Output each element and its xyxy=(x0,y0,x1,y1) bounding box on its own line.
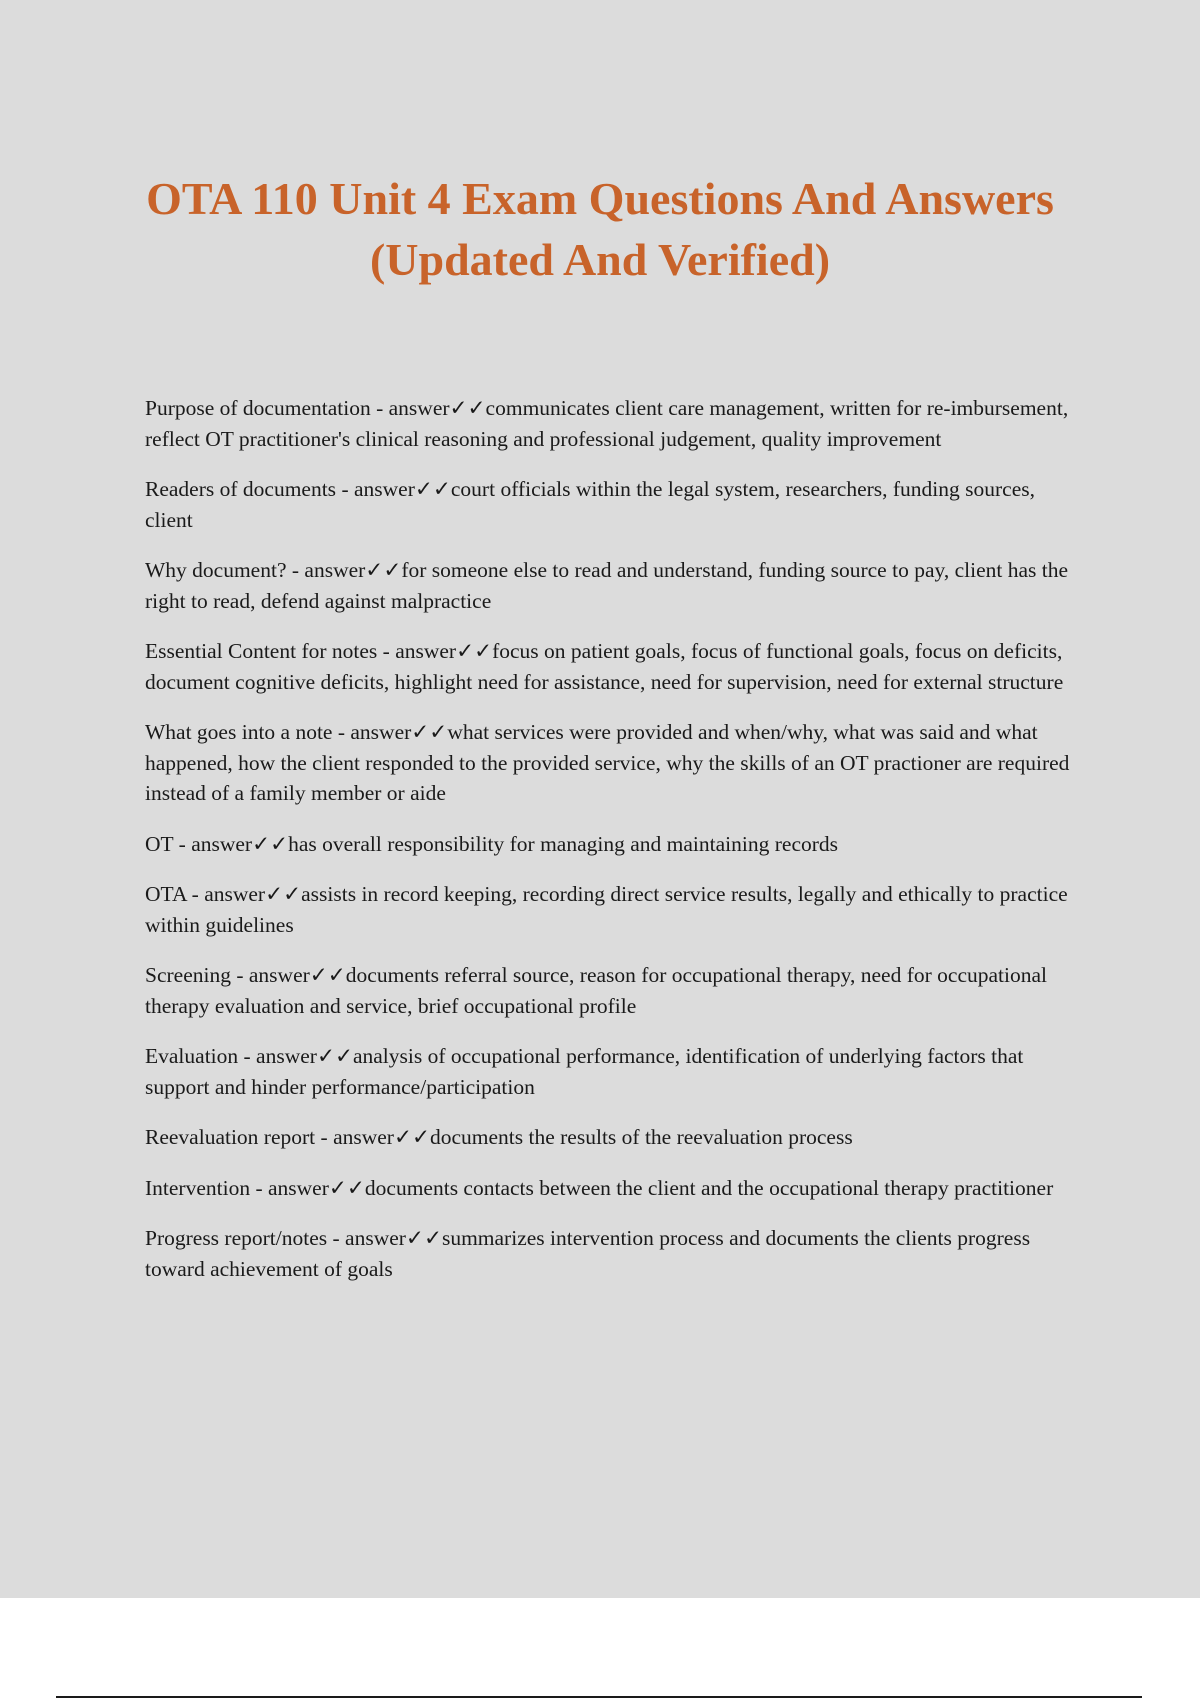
qa-answer: court officials within the legal system, researchers, funding sources, client xyxy=(145,477,1036,532)
qa-item xyxy=(145,717,1085,809)
qa-answer: documents contacts between the client and the occupational therapy practitioner xyxy=(364,1175,1054,1200)
qa-term: Essential Content for notes xyxy=(145,639,378,663)
qa-item xyxy=(145,1041,1085,1102)
qa-term: Screening xyxy=(145,963,231,987)
qa-answer: has overall responsibility for managing and maintaining records xyxy=(288,831,839,856)
qa-term: Readers of documents xyxy=(145,477,337,501)
qa-term: What goes into a note xyxy=(145,720,333,744)
qa-answer: documents the results of the reevaluation process xyxy=(429,1125,853,1149)
qa-answer: documents referral source, reason for occupational therapy, need for occupational therapy evaluation and service, brief occupational profile xyxy=(145,963,1048,1018)
qa-item xyxy=(145,1173,1085,1204)
qa-answer: focus on patient goals, focus of functional goals, focus on deficits, document cognitive deficits, highlight need for assistance, need for supervision, need for external structure xyxy=(145,639,1064,694)
answer-marker: - answer✓✓ xyxy=(286,558,402,582)
qa-term: Reevaluation report xyxy=(145,1125,316,1149)
qa-item xyxy=(145,879,1085,940)
qa-item xyxy=(145,393,1085,454)
qa-term: Evaluation xyxy=(145,1044,239,1068)
qa-item xyxy=(145,1122,1085,1153)
qa-answer: for someone else to read and understand, funding source to pay, client has the right to read, defend against malpractice xyxy=(145,558,1069,613)
qa-item xyxy=(145,960,1085,1021)
qa-term: OT xyxy=(145,831,174,856)
answer-marker: - answer✓✓ xyxy=(370,396,486,420)
document-title: OTA 110 Unit 4 Exam Questions And Answers (Updated And Verified) xyxy=(146,173,1054,285)
qa-answer: what services were provided and when/why, what was said and what happened, how the client responded to the provided service, why the skills of an OT practioner are required instead of a family member or aide xyxy=(145,720,1070,805)
qa-item xyxy=(145,829,1085,860)
qa-item xyxy=(145,636,1085,697)
qa-list xyxy=(145,393,1085,1304)
qa-item xyxy=(145,474,1085,535)
answer-marker: - answer✓✓ xyxy=(250,1175,365,1200)
answer-marker: - answer✓✓ xyxy=(315,1125,430,1149)
bottom-divider xyxy=(56,1696,1142,1698)
qa-item xyxy=(145,1223,1085,1284)
qa-item xyxy=(145,555,1085,616)
qa-answer: communicates client care management, written for re-imbursement, reflect OT practitioner's clinical reasoning and professional judgement, quality improvement xyxy=(145,396,1069,451)
qa-term: Why document? xyxy=(145,558,287,582)
qa-term: Progress report/notes xyxy=(145,1226,328,1250)
answer-marker: - answer✓✓ xyxy=(332,720,448,744)
qa-term: OTA xyxy=(145,882,187,906)
qa-term: Purpose of documentation xyxy=(145,396,371,420)
answer-marker: - answer✓✓ xyxy=(377,639,493,663)
qa-term: Intervention xyxy=(145,1175,251,1200)
answer-marker: - answer✓✓ xyxy=(336,477,451,501)
answer-marker: - answer✓✓ xyxy=(186,882,302,906)
answer-marker: - answer✓✓ xyxy=(230,963,346,987)
qa-answer: assists in record keeping, recording direct service results, legally and ethically to practice within guidelines xyxy=(145,882,1068,937)
answer-marker: - answer✓✓ xyxy=(238,1044,353,1068)
qa-answer: analysis of occupational performance, identification of underlying factors that support and hinder performance/participation xyxy=(145,1044,1024,1099)
qa-answer: summarizes intervention process and documents the clients progress toward achievement of goals xyxy=(145,1226,1031,1281)
answer-marker: - answer✓✓ xyxy=(327,1226,442,1250)
answer-marker: - answer✓✓ xyxy=(173,831,289,856)
